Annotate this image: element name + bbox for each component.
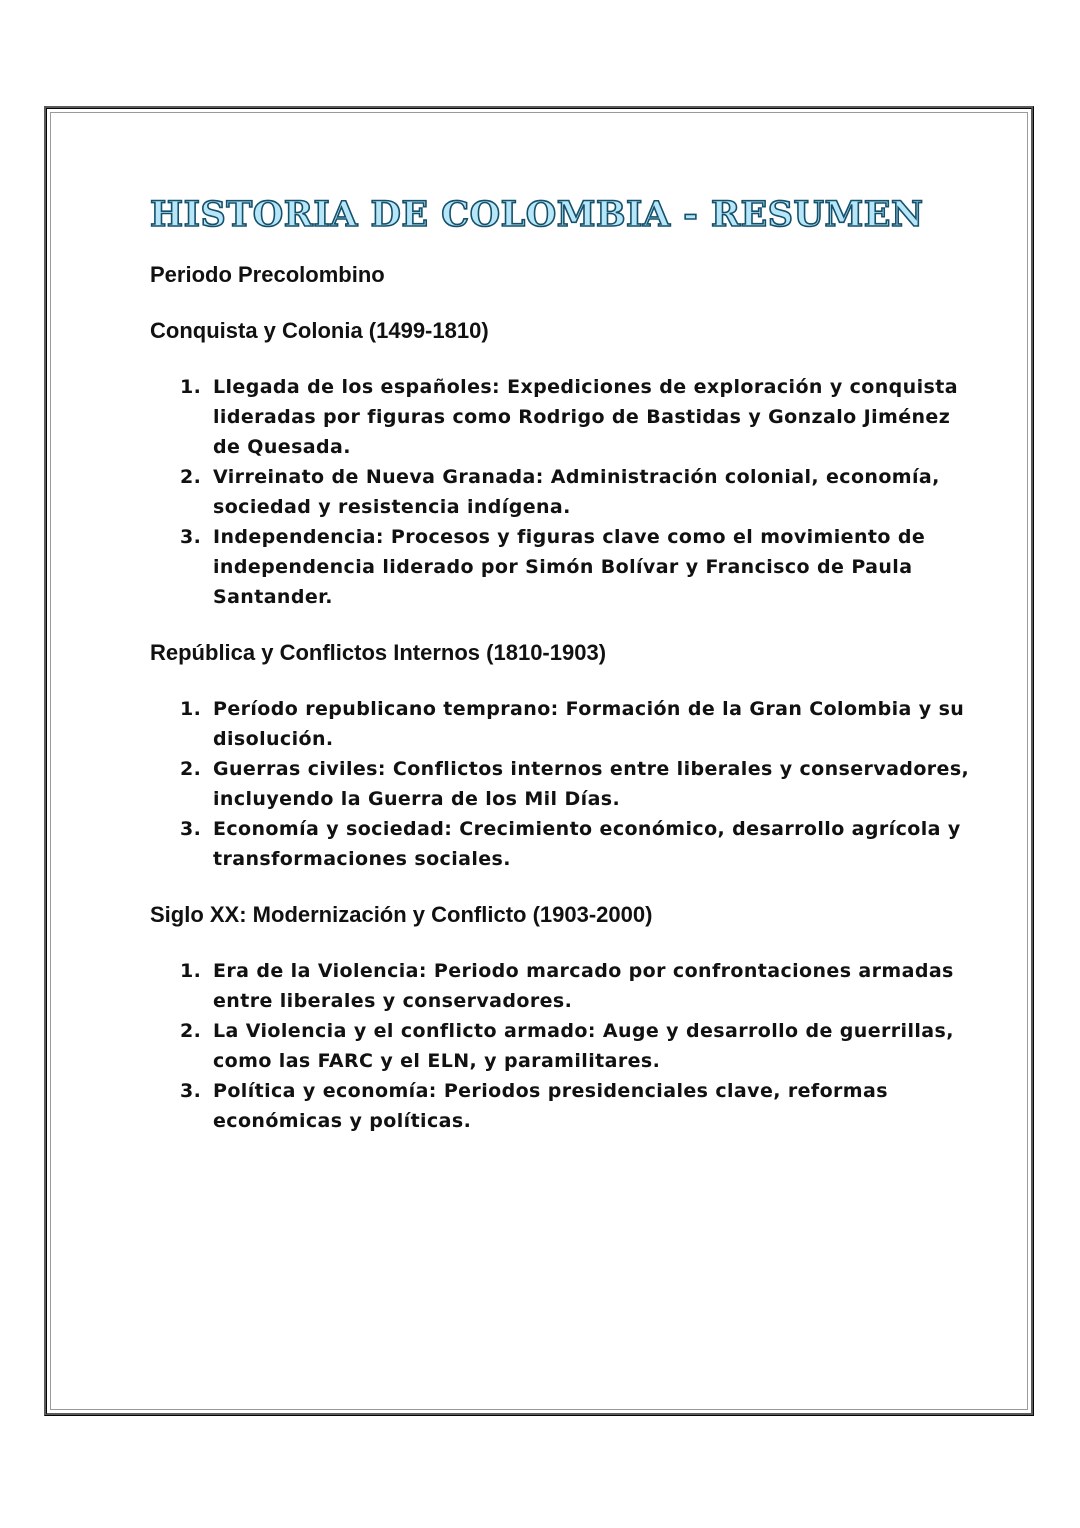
list-item-text: Era de la Violencia: Periodo marcado por confrontaciones armadas entre liberales y conservadores.: [213, 960, 954, 1012]
list-item-text: Independencia: Procesos y figuras clave como el movimiento de independencia liderado por Simón Bolívar y Francisco de Paula Santander.: [213, 526, 926, 608]
list-item-number: 1.: [180, 698, 202, 720]
list-republica: [150, 694, 970, 874]
section-heading-conquista: Conquista y Colonia (1499-1810): [150, 318, 489, 343]
list-item-text: Guerras civiles: Conflictos internos entre liberales y conservadores, incluyendo la Guerra de los Mil Días.: [213, 758, 970, 810]
list-item: [150, 462, 980, 522]
list-item: [150, 694, 980, 754]
list-item-number: 1.: [180, 376, 202, 398]
section-heading-siglo-xx: Siglo XX: Modernización y Conflicto (1903-2000): [150, 902, 653, 927]
list-item: [150, 1016, 980, 1076]
list-item: [150, 956, 980, 1016]
list-item-text: Economía y sociedad: Crecimiento económico, desarrollo agrícola y transformaciones sociales.: [213, 818, 961, 870]
list-item-text: La Violencia y el conflicto armado: Auge y desarrollo de guerrillas, como las FARC y el ELN, y paramilitares.: [213, 1020, 954, 1072]
section-heading-precolombino: Periodo Precolombino: [150, 262, 385, 287]
section-heading-republica: República y Conflictos Internos (1810-1903): [150, 640, 607, 665]
list-item-number: 3.: [180, 818, 202, 840]
list-item-number: 3.: [180, 1080, 202, 1102]
list-item-number: 2.: [180, 466, 202, 488]
list-item-text: Período republicano temprano: Formación de la Gran Colombia y su disolución.: [213, 698, 965, 750]
list-item-text: Política y economía: Periodos presidenciales clave, reformas económicas y políticas.: [213, 1080, 888, 1132]
list-item: [150, 754, 980, 814]
document-title: HISTORIA DE COLOMBIA - RESUMEN: [150, 194, 924, 235]
list-item-text: Virreinato de Nueva Granada: Administración colonial, economía, sociedad y resistencia indígena.: [213, 466, 940, 518]
list-item: [150, 814, 980, 874]
list-conquista: [150, 372, 958, 612]
list-item-number: 2.: [180, 1020, 202, 1042]
list-item-text: Llegada de los españoles: Expediciones de exploración y conquista lideradas por figuras como Rodrigo de Bastidas y Gonzalo Jiménez de Quesada.: [213, 376, 958, 458]
list-item-number: 2.: [180, 758, 202, 780]
list-item: [150, 522, 980, 612]
document-body: [150, 192, 970, 1136]
list-item: [150, 372, 980, 462]
list-item-number: 1.: [180, 960, 202, 982]
list-item-number: 3.: [180, 526, 202, 548]
list-item: [150, 1076, 980, 1136]
list-siglo-xx: [150, 956, 954, 1136]
